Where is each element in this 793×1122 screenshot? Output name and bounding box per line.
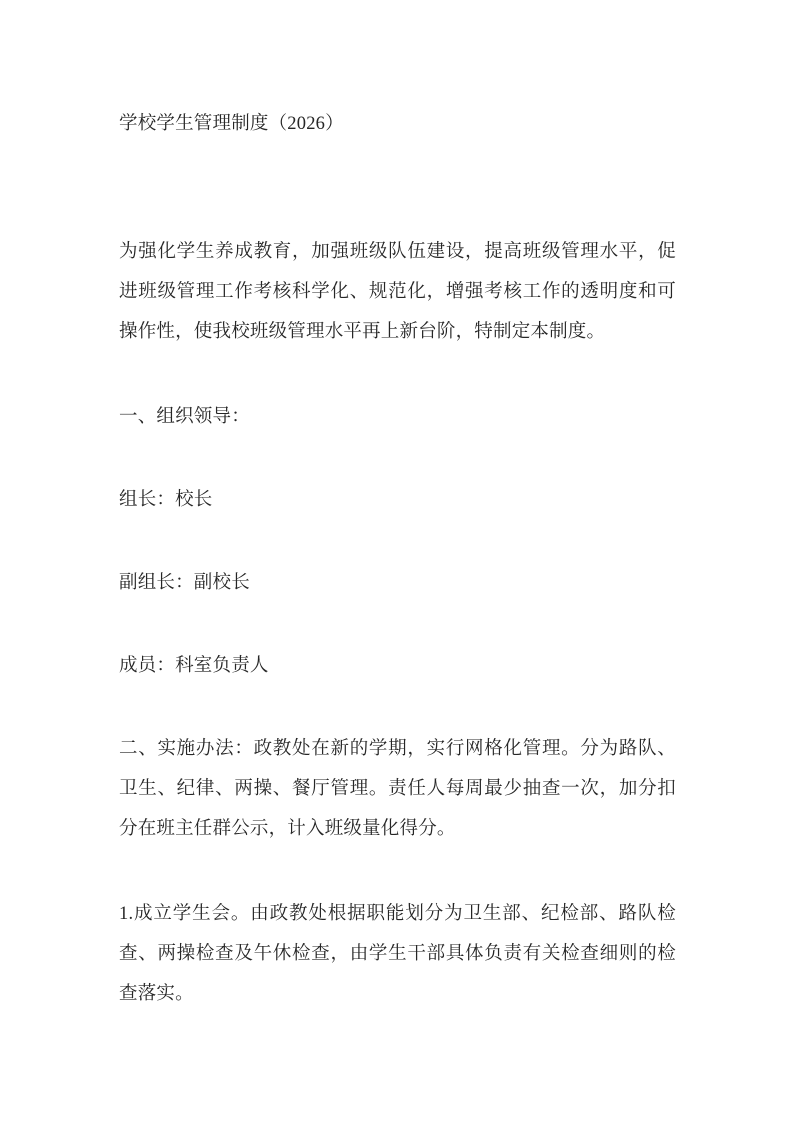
section1-deputy-leader-line: 副组长：副校长	[119, 573, 250, 593]
section1-members-line: 成员：科室负责人	[119, 656, 269, 676]
document-title: 学校学生管理制度（2026）	[119, 114, 344, 134]
intro-paragraph: 为强化学生养成教育，加强班级队伍建设，提高班级管理水平，促进班级管理工作考核科学化、规范化，增强考核工作的透明度和可操作性，使我校班级管理水平再上新台阶，特制定本制度。	[119, 242, 676, 342]
section1-leader-line: 组长：校长	[119, 490, 213, 510]
section2-heading-paragraph: 二、实施办法：政教处在新的学期，实行网格化管理。分为路队、卫生、纪律、两操、餐厅管理。责任人每周最少抽查一次，加分扣分在班主任群公示，计入班级量化得分。	[119, 739, 676, 839]
section1-heading: 一、组织领导：	[119, 407, 250, 427]
section2-item1-paragraph: 1.成立学生会。由政教处根据职能划分为卫生部、纪检部、路队检查、两操检查及午休检查，由学生干部具体负责有关检查细则的检查落实。	[119, 904, 676, 1004]
